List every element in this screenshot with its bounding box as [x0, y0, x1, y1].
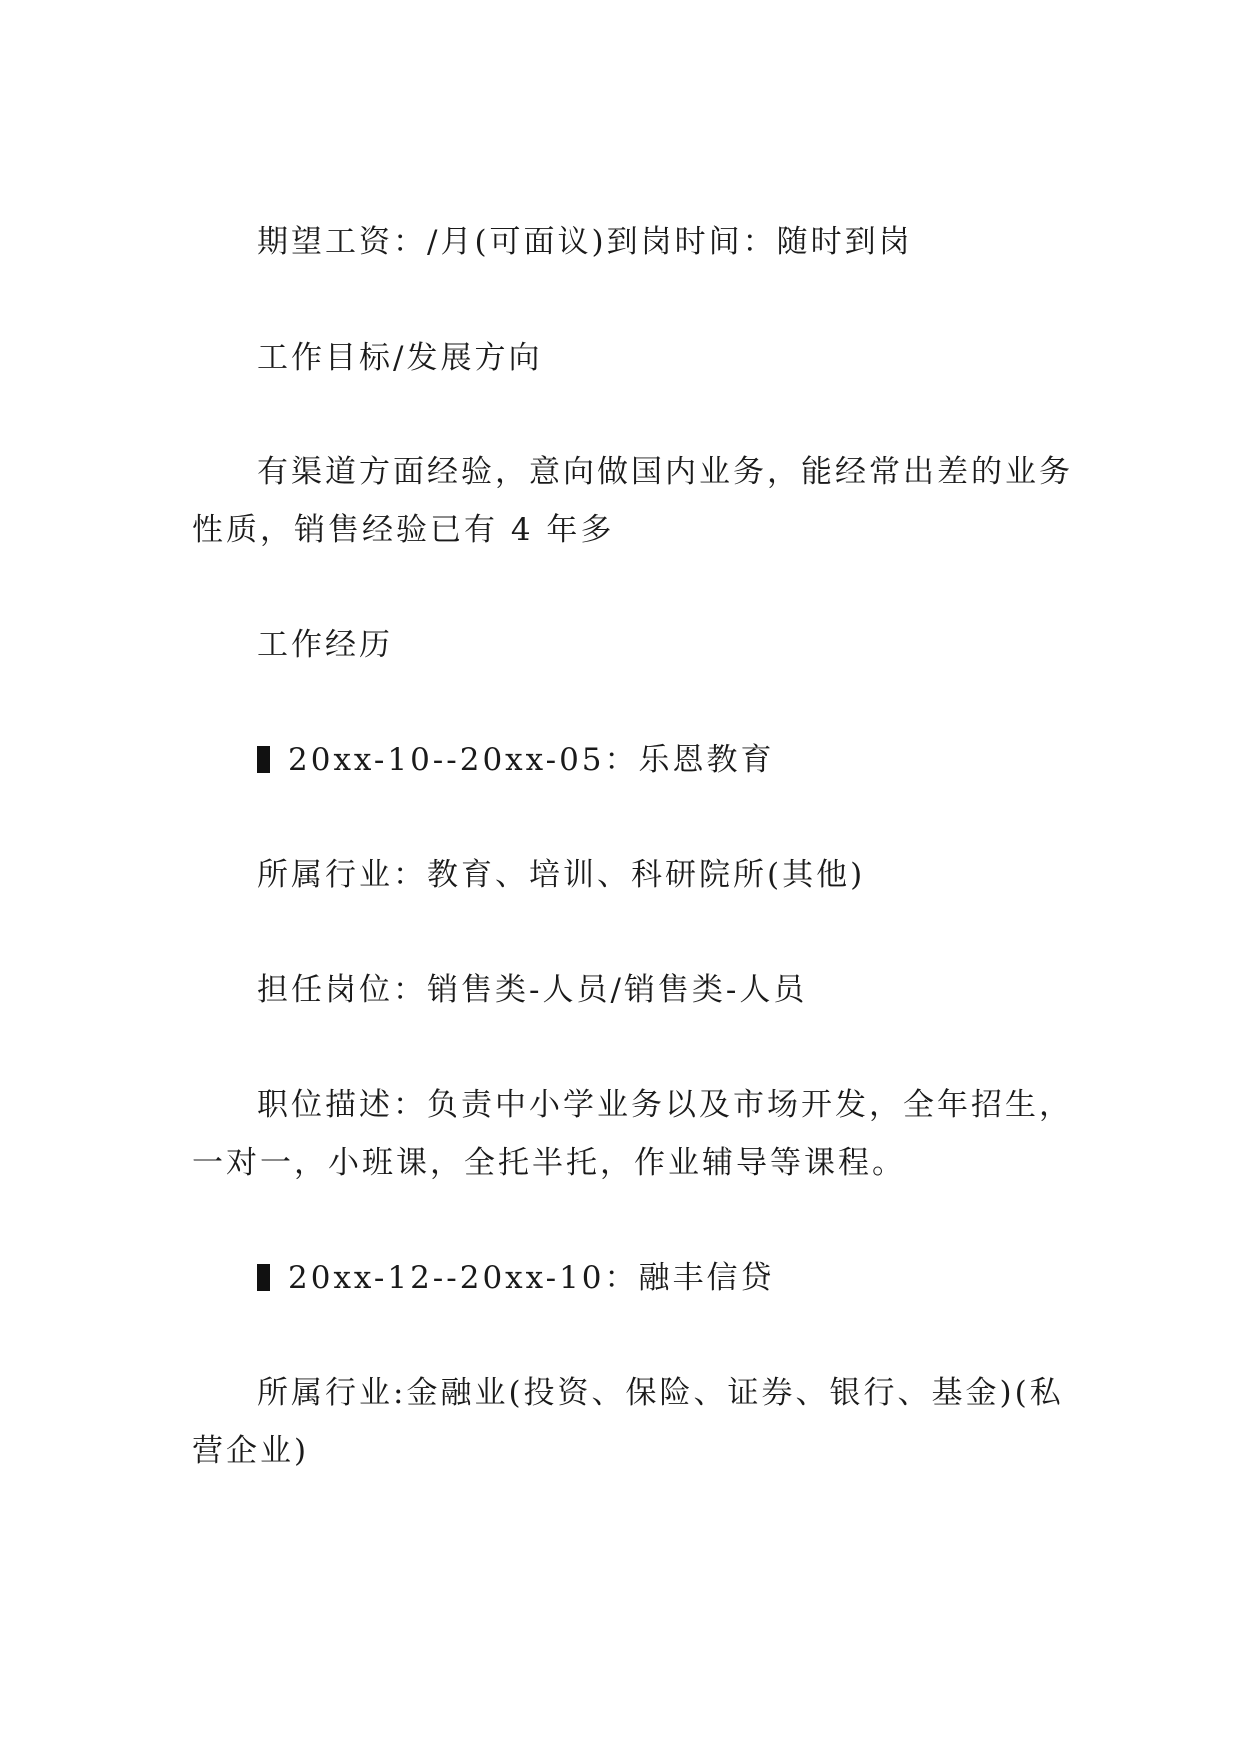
job-2-industry-line-1: 所属行业:金融业(投资、保险、证券、银行、基金)(私	[257, 1375, 1064, 1411]
job-1-industry: 所属行业：教育、培训、科研院所(其他)	[257, 857, 866, 893]
career-goal-text-line-1: 有渠道方面经验，意向做国内业务，能经常出差的业务	[257, 454, 1073, 490]
work-experience-heading: 工作经历	[257, 627, 393, 663]
job-2-title-row	[257, 1258, 775, 1298]
career-goal-heading: 工作目标/发展方向	[257, 340, 543, 376]
job-1-description-line-2: 一对一，小班课，全托半托，作业辅导等课程。	[192, 1145, 906, 1181]
expected-salary-line: 期望工资：/月(可面议)到岗时间：随时到岗	[257, 224, 913, 260]
job-1-position: 担任岗位：销售类-人员/销售类-人员	[257, 972, 808, 1008]
job-1-title: 20xx-10--20xx-05：乐恩教育	[288, 742, 775, 778]
job-2-title: 20xx-12--20xx-10：融丰信贷	[288, 1260, 775, 1296]
job-2-industry-line-2: 营企业)	[192, 1433, 310, 1469]
career-goal-text-line-2: 性质，销售经验已有 4 年多	[192, 512, 615, 548]
job-1-title-row	[257, 740, 775, 780]
bullet-marker-icon	[257, 1264, 270, 1291]
job-1-description-line-1: 职位描述：负责中小学业务以及市场开发，全年招生，	[257, 1087, 1073, 1123]
bullet-marker-icon	[257, 746, 270, 773]
